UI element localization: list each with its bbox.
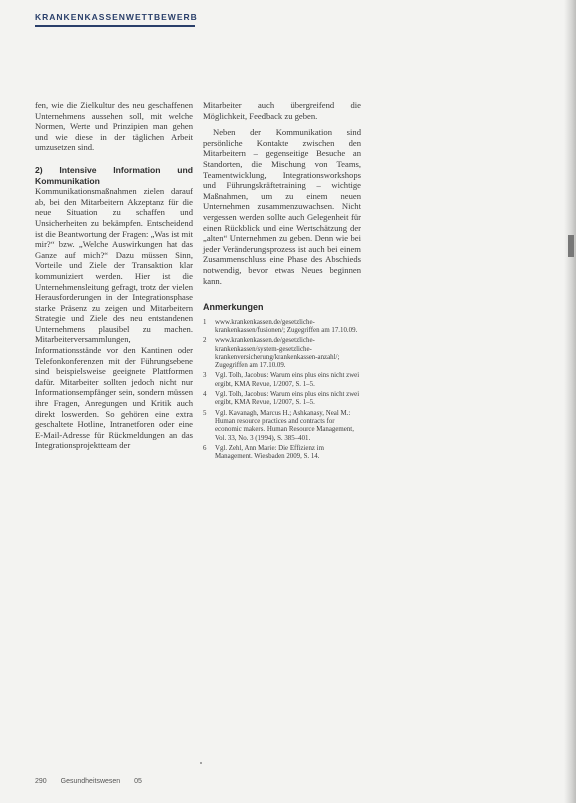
note-text: Vgl. Kavanagh, Marcus H.; Ashkanasy, Neal M.: Human resource practices and contracts for economic makers. Human Resource Management, Vol. 33, No. 3 (1994), S. 385–401. (215, 409, 354, 442)
note-text: Vgl. Tolh, Jacobus: Warum eins plus eins nicht zwei ergibt, KMA Revue, 1/2007, S. 1–5. (215, 372, 360, 388)
note-item (203, 372, 361, 389)
note-text: www.krankenkassen.de/gesetzliche-krankenkassen/fusionen/; Zugegriffen am 17.10.09. (215, 318, 358, 334)
note-item (203, 391, 361, 408)
note-text: www.krankenkassen.de/gesetzliche-krankenkassen/system-gesetzliche-krankenversicherung/krankenkassen-anzahl/; Zugegriffen am 17.10.09. (215, 337, 340, 370)
journal-name: Gesundheitswesen (60, 778, 121, 785)
scan-edge-mark (568, 235, 574, 257)
body-paragraph-2: Neben der Kommunikation sind persönliche Kontakte zwischen den Mitarbeitern – gegenseitige Besuche an Standorten, die Mischung von Teams, Teamentwicklung, Integrationsworkshops und Führungskräftetraining – wichtige Maßnahmen, um zu einem neuen Unternehmen zusammenzuwachsen. Nicht vergessen werden sollte auch Gelegenheit für einen Rückblick und eine Wertschätzung der „alten“ Unternehmen zu geben. Denn wie bei jeder Veränderungsprozess ist auch bei einem Zusammenschluss eine Phase des Abschieds notwendig, bevor etwas Neues beginnen kann. (203, 127, 361, 286)
note-number: 3 (203, 372, 207, 380)
header-rule (35, 25, 195, 27)
body-paragraph: Kommunikationsmaßnahmen zielen darauf ab, bei den Mitarbeitern Akzeptanz für die neue Situation zu schaffen und Unsicherheiten zu bekämpfen. Entscheidend ist die Beantwortung der Fragen: „Was ist mit mir?“ bzw. „Welche Auswirkungen hat das Ganze auf mich?“ Dazu müssen Sinn, Vorteile und Ziele der Transaktion klar kommuniziert werden. Hier ist die Unternehmensleitung gefragt, trotz der vielen Herausforderungen in der Integrationsphase starke Präsenz zu zeigen und Mitarbeitern Strategie und Ziele des neu entstandenen Unternehmens plausibel zu machen. Mitarbeiterversammlungen, Informationsstände vor den Kantinen oder Telefonkonferenzen mit der Führungsebene sind beispielsweise geeignete Plattformen dafür. Mitarbeiter sollten jedoch nicht nur Informationsempfänger sein, sondern müssen ihre Fragen, Anregungen und Kritik auch direkt loswerden. So gehören eine extra geschaltete Hotline, Intranetforen oder eine E-Mail-Adresse für Rückmeldungen an das Integrationsprojektteam der (35, 186, 193, 451)
right-column (203, 100, 361, 463)
left-column (35, 100, 193, 457)
note-item (203, 410, 361, 443)
page-footer (35, 778, 154, 785)
note-number: 6 (203, 444, 207, 452)
section-heading: 2) Intensive Information und Kommunikation (35, 164, 193, 186)
note-number: 2 (203, 337, 207, 345)
notes-list (203, 319, 361, 462)
section-header: KRANKENKASSENWETTBEWERB (35, 12, 198, 22)
scan-edge-shadow (564, 0, 576, 803)
page-number: 290 (35, 778, 47, 785)
issue-number: 05 (134, 778, 142, 785)
note-item (203, 337, 361, 370)
note-text: Vgl. Zehl, Ann Marie: Die Effizienz im Management. Wiesbaden 2009, S. 14. (215, 444, 324, 461)
note-number: 4 (203, 391, 207, 399)
note-number: 1 (203, 318, 207, 326)
continuation-paragraph: Mitarbeiter auch übergreifend die Möglichkeit, Feedback zu geben. (203, 100, 361, 121)
note-text: Vgl. Tolh, Jacobus: Warum eins plus eins nicht zwei ergibt, KMA Revue, 1/2007, S. 1–5. (215, 391, 360, 407)
notes-heading: Anmerkungen (203, 302, 264, 313)
note-number: 5 (203, 409, 207, 417)
note-item (203, 445, 361, 462)
note-item (203, 319, 361, 336)
intro-paragraph: fen, wie die Zielkultur des neu geschaffenen Unternehmens aussehen soll, mit welche Normen, Werte und Prinzipien man gehen und wie diese in der täglichen Arbeit umzusetzen sind. (35, 100, 193, 153)
scan-speck (200, 762, 202, 764)
